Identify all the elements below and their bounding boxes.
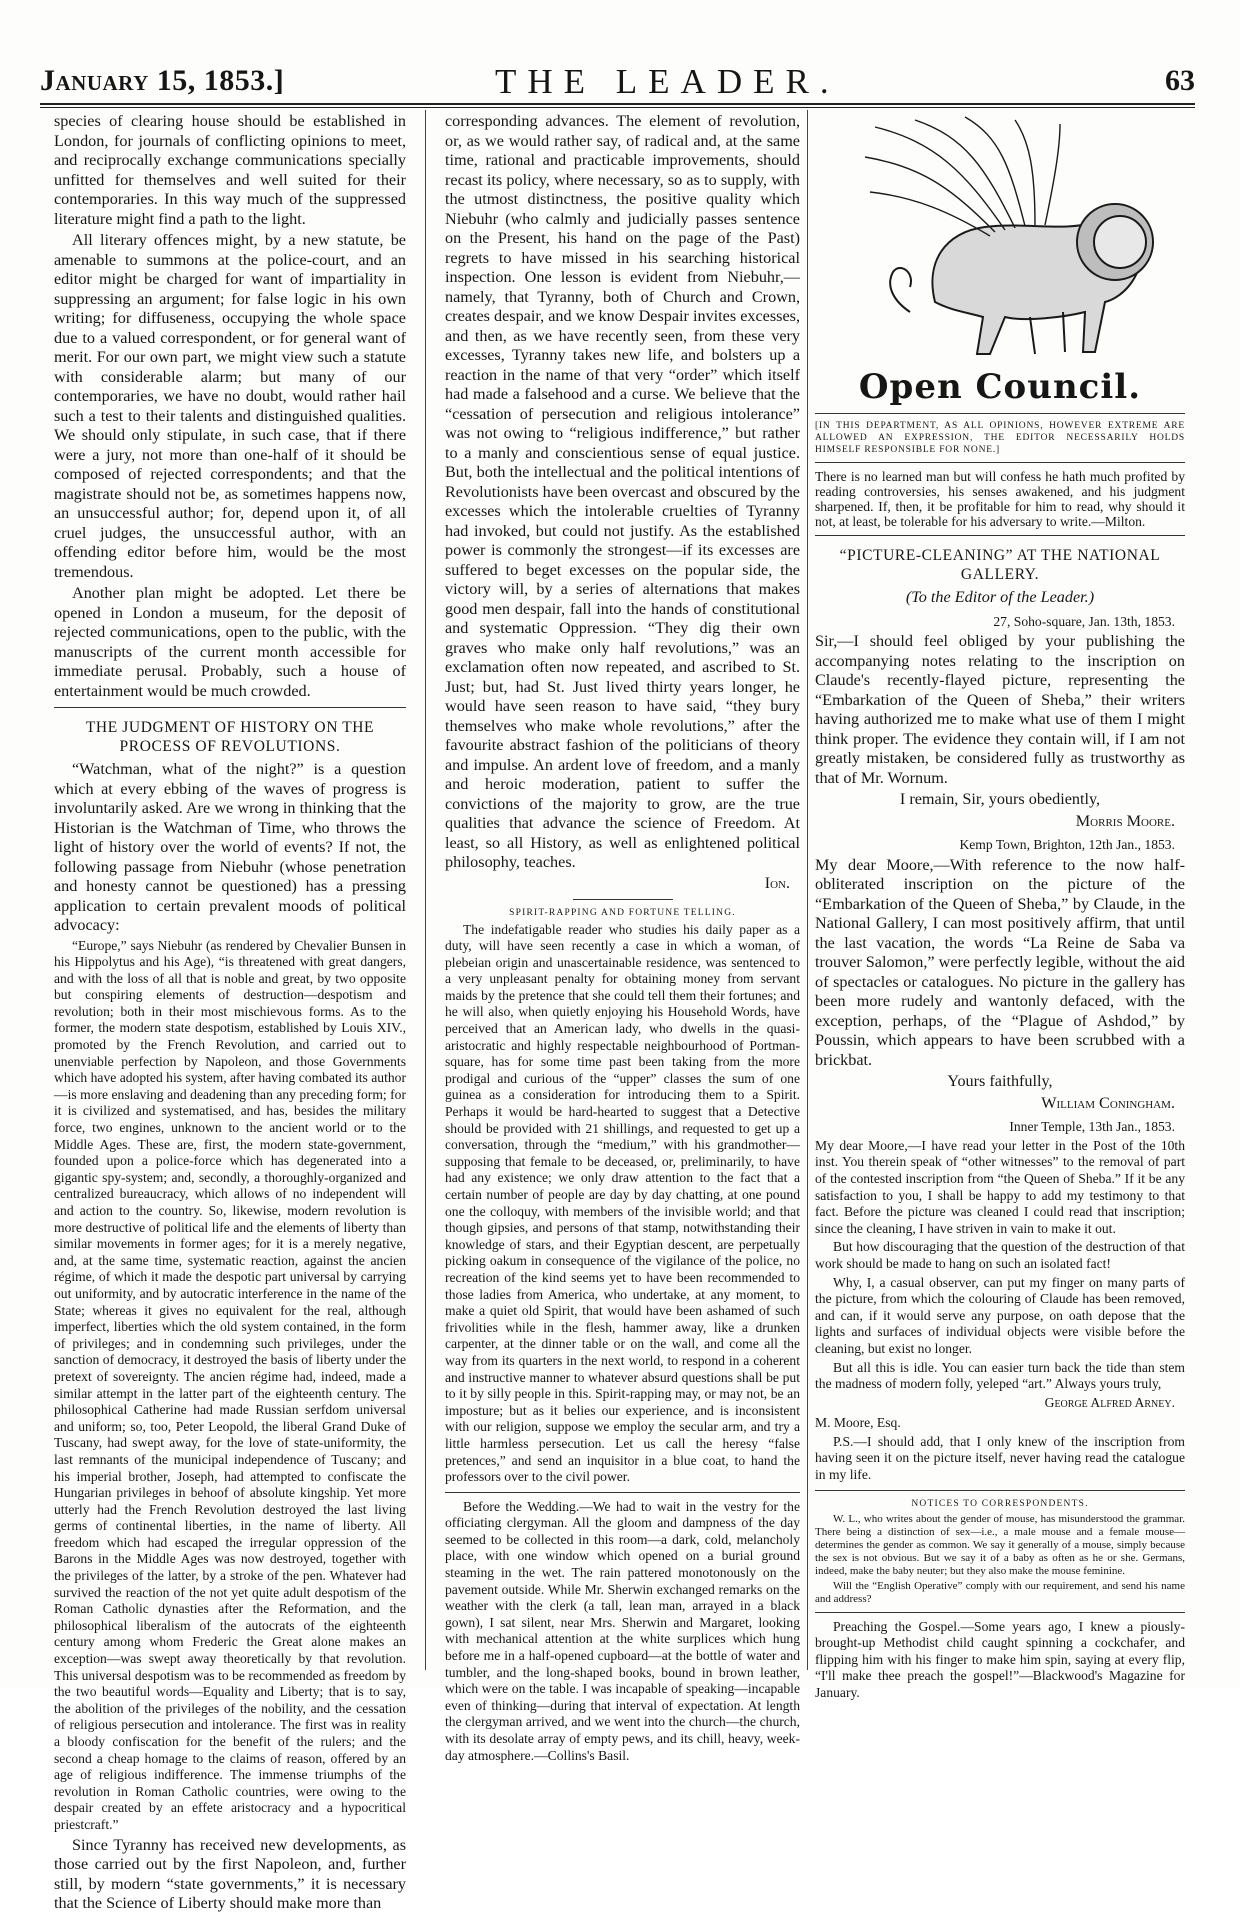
notice: Will the “English Operative” comply with our requirement, and send his name and address?: [815, 1579, 1185, 1605]
column-divider: [425, 110, 426, 1670]
paragraph: Since Tyranny has received new developments, as those carried out by the first Napoleon, and, further still, by modern “state governments,” it is necessary that the Science of Liberty should make more than: [54, 1835, 406, 1913]
divider: [54, 707, 406, 708]
masthead-rule-thin: [40, 107, 1195, 108]
editorial-disclaimer: [IN THIS DEPARTMENT, AS ALL OPINIONS, HOWEVER EXTREME ARE ALLOWED AN EXPRESSION, THE EDITOR NECESSARILY HOLDS HIMSELF RESPONSIBLE FOR NONE.]: [815, 421, 1185, 455]
notices-heading: NOTICES TO CORRESPONDENTS.: [911, 1498, 1089, 1509]
section-title: Open Council.: [858, 367, 1142, 407]
paragraph: corresponding advances. The element of revolution, or, as we would rather say, of radical and, at the same time, rational and practicable improvements, should recast its policy, where necessary, so as to supply, with the utmost distinctness, the positive quality which Niebuhr (who calmly and judicially passes sentence on the Present, his hand on the page of the Past) regrets to have missed in his searching historical inspection. One lesson is evident from Niebuhr,—namely, that Tyranny, both of Church and Crown, creates despair, and we know Despair invites excesses, and then, as we have recently seen, from these very excesses, Tyranny takes new life, and bolsters up a reaction in the name of that very “order” which itself had made a falsehood and a curse. We believe that the “cessation of persecution and religious intolerance” was not owing to “religious indifference,” but rather to a manly and conscientious sense of equal justice. But, both the intellectual and the political intentions of Revolutionists have been overcast and obscured by the excesses which the intolerable cruelties of Tyranny had invoked, but could not justify. As the established power is commonly the strongest—if its excesses are suffered to beget excesses on the popular side, the victory will, by a series of alternations that makes good men despair, fall into the hands of constitutional and systematic Oppression. “They dig their own graves who make only half revolutions,” was an exclamation often now repeated, and ascribed to St. Just; but, had St. Just lived thirty years longer, he would have seen reason to have said, “they bury themselves who make whole revolutions,” after the favourite abstract fashion of the politicians of theory and impulse. An ardent love of freedom, and a manly and heroic moderation, patient to suffer the convictions of the majority to grow, are the true qualities that advance the science of Freedom. At least, so all History, as well as enlightened political philosophy, teaches.: [445, 112, 800, 871]
dateline: Inner Temple, 13th Jan., 1853.: [1009, 1119, 1175, 1135]
issue-date: January 15, 1853.]: [40, 64, 285, 97]
masthead-rule: [40, 103, 1195, 105]
to-editor: (To the Editor of the Leader.): [905, 588, 1095, 606]
addressee: M. Moore, Esq.: [815, 1415, 901, 1431]
newspaper-title: THE LEADER.: [495, 62, 840, 101]
letter: Why, I, a casual observer, can put my finger on many parts of the picture, from which the colouring of Claude has been removed, and can, if it would serve any purpose, on oath depose that the lights and surfaces of individual objects were visible before the cleaning, but exist no longer.: [815, 1274, 1185, 1356]
signature: George Alfred Arney.: [1044, 1394, 1175, 1410]
closing: Yours faithfully,: [947, 1072, 1053, 1091]
winged-lion-emblem: [815, 112, 1185, 367]
divider: [815, 413, 1185, 414]
paragraph: All literary offences might, by a new statute, be amenable to summons at the police-court, and an editor might be charged for want of impartiality in suppressing an argument; for false logic in his own writing; for diffuseness, occupying the whole space due to a valued correspondent, or for general want of merit. For our own part, we might view such a statute with considerable alarm; but many of our contemporaries, we have no doubt, would rather hail such a test to their talents and distinguished qualities. We should only stipulate, in such case, that if there were a jury, not more than one-half of it should be composed of rejected correspondents; and that the magistrate should not be, as sometimes happens now, an unsuccessful author; for, depend upon it, of all cruel judges, the unsuccessful author, with an offending editor before him, would be the most tremendous.: [54, 231, 406, 581]
divider: [815, 535, 1185, 536]
article-heading: “PICTURE-CLEANING” AT THE NATIONAL GALLERY.: [839, 547, 1161, 583]
column-3: [815, 112, 1185, 1701]
signature: Ion.: [764, 874, 790, 892]
signature: Morris Moore.: [1075, 811, 1175, 830]
paragraph: “Watchman, what of the night?” is a question which at every ebbing of the waves of progress is involuntarily asked. Are we wrong in thinking that the Historian is the Watchman of Time, who throws the light of history over the world of events? If not, the following passage from Niebuhr (whose penetration and honesty cannot be questioned) has a pressing application to certain prevalent moods of political advocacy:: [54, 760, 406, 934]
paragraph: Another plan might be adopted. Let there be opened in London a museum, for the deposit of rejected communications, open to the public, with the manuscripts of the current month accessible for immediate perusal. Probably, such a house of entertainment would be much crowded.: [54, 584, 406, 700]
letter: But all this is idle. You can easier turn back the tide than stem the madness of modern folly, yeleped “art.” Always yours truly,: [815, 1359, 1185, 1392]
block-quote: “Europe,” says Niebuhr (as rendered by Chevalier Bunsen in his Hippolytus and his Age), “is threatened with great dangers, and with the loss of all that is noble and great, by two opposite but conspiring elements of destruction—despotism and revolution; both in their most mischievous forms. As to the former, the modern state despotism, established by Louis XIV., promoted by the French Revolution, and carried out to unenviable perfection by Napoleon, and those Governments which have adopted his system, after having combated its author—is more enslaving and deadening than any preceding form; for it is civilized and systematised, and has, besides the military force, two engines, unknown to the ancient world or to the Middle Ages. These are, first, the modern state-government, founded upon a police-force which has degenerated into a gigantic spy-system; and, secondly, a thoroughly-organized and centralized bureaucracy, which allows of no independent will and action to the country. So, likewise, modern revolution is more destructive of political life and the elements of liberty than similar movements in former ages; for it is a merely negative, and, at the same time, systematic reaction, against the ancien régime, of which it made the despotic part universal by carrying out uniformity, and by autocratic interference in the name of the State; whereas it gives no equivalent for the real, although imperfect, liberties which the old system contained, in the form of privileges; and in condemning such privileges, under the sanction of democracy, it destroyed the basis of liberty under the pretext of sovereignty. The ancien régime had, indeed, made a similar attempt in the latter part of the eighteenth century. The philosophical Catherine had made Russian serfdom universal and uniform; so, too, Peter Leopold, the liberal Grand Duke of Tuscany, had swept away, for the love of state-uniformity, the last remnants of the municipal independence of Tuscany; and his imperial brother, Joseph, had attempted to confiscate the Hungarian privileges in behoof of absolute kingship. Yet more utterly had the French Revolution destroyed the last living germs of continental liberties, in the name of liberty. All freedom which had escaped the irregular oppression of the Barons in the Middle Ages was now destroyed, together with the privileges of the latter, by a stroke of the pen. Whatever had survived the reaction of the not yet quite adult despotism of the Roman Catholic dynasties after the Reformation, and the philosophical liberalism of the autocrats of the eighteenth century among whom Frederic the Great alone makes an exception—was swept away theoretically by that revolution. This universal despotism was to be recommended as freedom by the two beautiful words—Equality and Liberty; that is to say, the abolition of the privileges of the nobility, and the cessation of religious persecution and intolerance. The first was in reality a bloody confiscation for the benefit of the rulers; and the second a cheap homage to the claims of reason, offered by an age of religious indifference. The immense triumphs of the revolution in Roman Catholic countries, were owing to the despair created by an effete aristocracy and a hypocritical priestcraft.”: [54, 937, 406, 1832]
winged-lion-icon: [815, 112, 1185, 367]
postscript: P.S.—I should add, that I only knew of the inscription from having seen it on the picture itself, never having read the catalogue in my life.: [815, 1433, 1185, 1483]
paragraph: The indefatigable reader who studies his daily paper as a duty, will have seen recently a case in which a woman, of plebeian origin and unascertainable residence, was sentenced to a very unpleasant penalty for obtaining money from servant maids by the pretence that she could tell them their fortunes; and he will also, when quietly enjoying his Household Words, have perceived that an American lady, who dwells in the quasi-aristocratic and highly respectable neighbourhood of Portman-square, has for some time past been taking from the more prodigal and curious of the “upper” classes the sum of one guinea as a consideration for introducing them to a Spirit. Perhaps it would be hard-hearted to suggest that a Detective should be provided with 21 shillings, and requested to get up a conversation, through the “medium,” with his grandmother—supposing that female to be deceased, or, preliminarily, to have had any existence; we only draw attention to the fact that a certain number of people are day by day chatting, at one pound one the colloquy, with members of the invisible world; and that though gipsies, and persons of that stamp, notwithstanding their knowledge of stars, and their Egyptian descent, are perpetually picking oakum in consequence of the vigilance of the police, no recreation of the kind seems yet to have been recommended to those ladies from America, who undertake, at any moment, to make a quiet old Spirit, that would have been ashamed of such frivolities while in the flesh, hammer away, like a drunken carpenter, at the dinner table or on the wall, and come all the way from its quarters in the next world, to respond in a coherent and instructive manner to whatever absurd questions shall be put to it by silly people in this. Spirit-rapping may, or may not, be an imposture; but as it belies our experience, and is inconsistent with our religion, suppose we employ the secular arm, and try a little harmless persecution. Let us call the heresy “false pretences,” and send an inquisitor in a blue coat, to hand the professors over to the civil power.: [445, 921, 800, 1485]
divider: [815, 1490, 1185, 1491]
letter: My dear Moore,—With reference to the now half-obliterated inscription on the picture of the “Embarkation of the Queen of Sheba,” by Claude, in the National Gallery, I can most positively affirm, that until the last vacation, the words “La Reine de Saba va trouver Salomon,” were perfectly legible, without the aid of spectacles or catalogues. No picture in the gallery has been more rudely and wantonly defaced, with the exception, perhaps, of the “Plague of Ashdod,” by Poussin, which appears to have been scrubbed with a brickbat.: [815, 855, 1185, 1069]
letter: But how discouraging that the question of the destruction of that work should be made to hang on such an isolated fact!: [815, 1239, 1185, 1271]
divider: [815, 462, 1185, 463]
dateline: Kemp Town, Brighton, 12th Jan., 1853.: [959, 837, 1175, 853]
closing: I remain, Sir, yours obediently,: [899, 790, 1101, 809]
paragraph: Before the Wedding.—We had to wait in the vestry for the officiating clergyman. All the gloom and dampness of the day seemed to be collected in this room—a dark, cold, melancholy place, with one window which opened on a burial ground steaming in the wet. The rain pattered monotonously on the pavement outside. While Mr. Sherwin exchanged remarks on the weather with the clerk (a tall, lean man, arrayed in a black gown), I sat silent, near Mrs. Sherwin and Margaret, looking with mechanical attention at the white surplices which hung before me in a half-opened cupboard—at the bottle of water and tumbler, and the long-shaped books, bound in brown leather, which were on the table. I was incapable of speaking—incapable even of thinking—during that interval of expectation. At length the clergyman arrived, and we went into the church—the church, with its desolate array of empty pews, and its chill, heavy, week-day atmosphere.—Collins's Basil.: [445, 1498, 800, 1763]
divider: [815, 1612, 1185, 1613]
paragraph: Preaching the Gospel.—Some years ago, I knew a piously-brought-up Methodist child caught spinning a cockchafer, and flipping him with his finger to make him spin, saying at every flip, “I'll make thee preach the gospel!”—Blackwood's Magazine for January.: [815, 1618, 1185, 1701]
notice: W. L., who writes about the gender of mouse, has misunderstood the grammar. There being a distinction of sex—i.e., a male mouse and a female mouse—determines the gender as common. We say it generally of a mouse, simply because the sex is not obvious. But we say it of a baby as often as he or she. Germans, indeed, make the baby neuter; but they also make the mouse feminine.: [815, 1512, 1185, 1577]
column-1: [54, 112, 406, 1913]
signature: William Coningham.: [1041, 1093, 1175, 1112]
letter: My dear Moore,—I have read your letter in the Post of the 10th inst. You therein speak of “other witnesses” to the removal of part of the contested inscription from “the Queen of Sheba.” If it be any satisfaction to you, I shall be happy to add my testimony to that fact. Before the picture was cleaned I could read that inscription; since the cleaning, I have striven in vain to make it out.: [815, 1137, 1185, 1236]
dateline: 27, Soho-square, Jan. 13th, 1853.: [993, 613, 1175, 629]
column-2: [445, 112, 800, 1763]
paragraph: species of clearing house should be established in London, for journals of conflicting opinions to meet, and reciprocally exchange communications specially unfitted for themselves and well suited for their contemporaries. In this way much of the suppressed literature might find a path to the light.: [54, 112, 406, 228]
divider: [573, 899, 673, 900]
section-subheading: SPIRIT-RAPPING AND FORTUNE TELLING.: [509, 907, 736, 918]
article-heading: THE JUDGMENT OF HISTORY ON THE PROCESS OF REVOLUTIONS.: [85, 719, 375, 755]
column-divider: [807, 110, 808, 1670]
letter: Sir,—I should feel obliged by your publishing the accompanying notes relating to the inscription on Claude's recently-flayed picture, representing the “Embarkation of the Queen of Sheba,” their writers having authorized me to make what use of them I might think proper. The evidence they contain will, if I am not greatly mistaken, be considered fully as trustworthy as that of Mr. Wornum.: [815, 632, 1185, 787]
divider: [445, 1492, 800, 1493]
epigraph: There is no learned man but will confess he hath much profited by reading controversies, his senses awakened, and his judgment sharpened. If, then, it be profitable for him to read, why should it not, at least, be tolerable for his adversary to write.—Milton.: [815, 469, 1185, 529]
page-number: 63: [1165, 64, 1195, 97]
